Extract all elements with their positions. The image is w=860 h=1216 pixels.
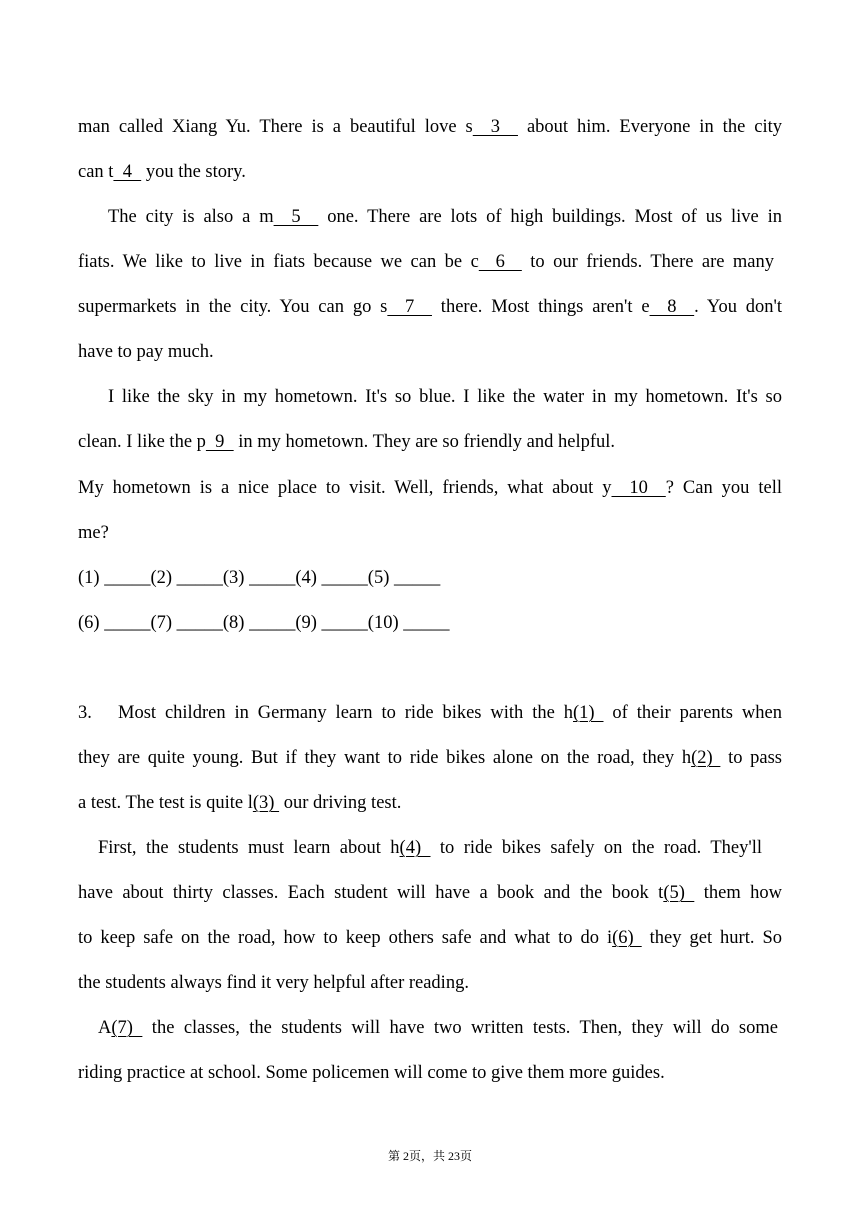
text: can t	[78, 162, 114, 182]
text: they are quite young. But if they want to ride bikes alone on the road, they h	[78, 748, 692, 768]
page-footer: 第 2页，共 23页	[387, 1149, 472, 1163]
passage2-line-1	[78, 115, 782, 139]
passage3-line-4	[98, 836, 762, 860]
text: supermarkets in the city. You can go s	[78, 297, 388, 317]
text: to pass	[720, 748, 782, 768]
passage3-line-1	[118, 701, 782, 725]
text: there. Most things aren't e	[431, 297, 650, 317]
text: they get hurt. So	[641, 928, 782, 948]
blank-p3-5: (5)	[663, 883, 695, 903]
blank-p3-6: (6)	[612, 928, 642, 948]
text: have to pay much.	[78, 342, 214, 362]
text: a test. The test is quite l	[78, 793, 253, 813]
passage3-line-2	[78, 746, 782, 770]
passage2-line-8	[78, 430, 782, 454]
blank-4: 4	[113, 162, 142, 182]
passage2-line-9	[78, 476, 782, 500]
blank-p3-7: (7)	[111, 1018, 143, 1038]
passage2-line-10	[78, 521, 782, 545]
passage2-line-5	[78, 295, 782, 319]
text: them how	[694, 883, 782, 903]
text: . You don't	[694, 297, 783, 317]
blank-p3-4: (4)	[399, 838, 431, 858]
text: First, the students must learn about h	[98, 838, 400, 858]
text: My hometown is a nice place to visit. Well, friends, what about y	[78, 478, 612, 498]
passage2-line-7	[108, 385, 782, 409]
blank-6: 6	[478, 252, 522, 272]
text: about him. Everyone in the city	[517, 117, 783, 137]
text: The city is also a m	[108, 207, 274, 227]
text: Most children in Germany learn to ride bikes with the h	[118, 703, 573, 723]
blank-8: 8	[649, 297, 695, 317]
text: the classes, the students will have two written tests. Then, they will do some	[142, 1018, 778, 1038]
text: have about thirty classes. Each student will have a book and the book t	[78, 883, 664, 903]
text: to ride bikes safely on the road. They'll	[430, 838, 763, 858]
blank-p3-1: (1)	[573, 703, 604, 723]
blank-10: 10	[611, 478, 666, 498]
passage2-line-4	[78, 250, 774, 274]
passage3-line-9	[78, 1061, 782, 1085]
text: fiats. We like to live in fiats because we can be c	[78, 252, 479, 272]
blank-p3-2: (2)	[691, 748, 721, 768]
text: our driving test.	[279, 793, 402, 813]
answer-line-1: (1) _____(2) _____(3) _____(4) _____(5) _____	[78, 568, 441, 588]
text: you the story.	[141, 162, 246, 182]
text: to keep safe on the road, how to keep others safe and what to do i	[78, 928, 613, 948]
passage3-line-8	[98, 1016, 778, 1040]
text: the students always find it very helpful after reading.	[78, 973, 469, 993]
text: ? Can you tell	[665, 478, 782, 498]
passage2-line-3	[108, 205, 782, 229]
blank-p3-3: (3)	[252, 793, 280, 813]
text: one. There are lots of high buildings. Most of us live in	[318, 207, 783, 227]
passage2-line-2	[78, 160, 782, 184]
passage3-line-5	[78, 881, 782, 905]
passage3-line-3	[78, 791, 782, 815]
blank-3: 3	[472, 117, 518, 137]
passage2-line-6	[78, 340, 782, 364]
text: in my hometown. They are so friendly and helpful.	[233, 432, 616, 452]
passage3-line-7	[78, 971, 782, 995]
text: I like the sky in my hometown. It's so blue. I like the water in my hometown. It's so	[108, 387, 782, 407]
text: of their parents when	[603, 703, 782, 723]
answer-line-2: (6) _____(7) _____(8) _____(9) _____(10) _____	[78, 613, 450, 633]
text: to our friends. There are many	[521, 252, 775, 272]
text: man called Xiang Yu. There is a beautiful love s	[78, 117, 473, 137]
question-number: 3.	[78, 703, 92, 723]
blank-7: 7	[387, 297, 432, 317]
blank-9: 9	[205, 432, 234, 452]
passage3-line-6	[78, 926, 782, 950]
text: riding practice at school. Some policemen will come to give them more guides.	[78, 1063, 665, 1083]
text: A	[98, 1018, 112, 1038]
blank-5: 5	[273, 207, 319, 227]
text: clean. I like the p	[78, 432, 206, 452]
text: me?	[78, 523, 109, 543]
